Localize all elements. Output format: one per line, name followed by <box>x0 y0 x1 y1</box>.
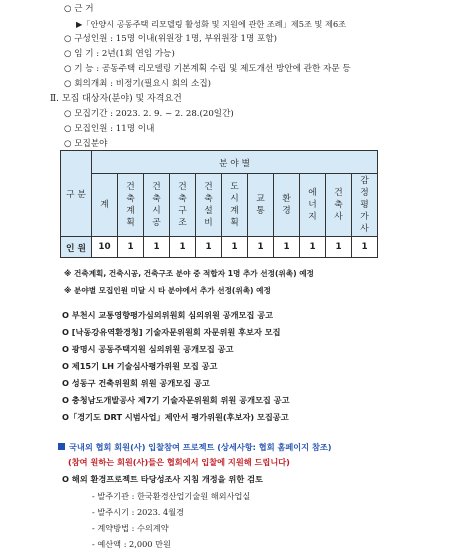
overseas-title-row <box>58 441 332 453</box>
col-header: 건축시공 <box>144 174 170 237</box>
composition-line: ○ 구성인원 : 15명 이내(위원장 1명, 부위원장 1명 포함) <box>64 34 277 44</box>
detail-2: - 발주시기 : 2023. 4월경 <box>92 507 185 517</box>
overseas-item: O 해외 환경프로젝트 타당성조사 지침 개정을 위한 검토 <box>62 474 263 484</box>
cell-value: 1 <box>196 237 222 258</box>
notice-7[interactable]: O「경기도 DRT 시범사업」제안서 평가위원(후보자) 모집공고 <box>62 412 289 422</box>
function-line: ○ 기 능 : 공동주택 리모델링 기본계획 수립 및 제도개선 방안에 관한 자문 등 <box>64 64 351 74</box>
col-header: 도시계획 <box>222 174 248 237</box>
col-header: 감정평가사 <box>352 174 378 237</box>
col-header: 교통 <box>248 174 274 237</box>
col-header: 건축사 <box>326 174 352 237</box>
notice-3[interactable]: O 광명시 공동주택지원 심의위원 공개모집 공고 <box>62 344 234 354</box>
table-corner: 구 분 <box>61 151 92 237</box>
recruit-count: ○ 모집인원 : 11명 이내 <box>64 124 155 134</box>
notice-6[interactable]: O 충청남도개발공사 제7기 기술자문위원회 위원 공개모집 공고 <box>62 395 290 405</box>
col-header: 계 <box>92 174 118 237</box>
cell-value: 1 <box>222 237 248 258</box>
overseas-title[interactable]: 국내외 협회 회원(사) 입찰참여 프로젝트 (상세사항: 협회 홈페이지 참조) <box>69 442 332 452</box>
col-header: 건축설비 <box>196 174 222 237</box>
table-group-header: 분 야 별 <box>92 151 378 174</box>
cell-value: 1 <box>326 237 352 258</box>
term-line: ○ 임 기 : 2년(1회 연임 가능) <box>64 49 175 59</box>
blue-square-icon <box>58 443 65 450</box>
section-title: Ⅱ. 모집 대상자(분야) 및 자격요건 <box>50 94 182 104</box>
col-header: 건축구조 <box>170 174 196 237</box>
notice-5[interactable]: O 성동구 건축위원회 위원 공개모집 공고 <box>62 378 210 388</box>
notice-4[interactable]: O 제15기 LH 기술심사평가위원 모집 공고 <box>62 361 218 371</box>
cell-value: 1 <box>118 237 144 258</box>
row-label: 인 원 <box>61 237 92 258</box>
recruit-table <box>60 150 378 258</box>
note-1: ※ 건축계획, 건축시공, 건축구조 분야 중 적합자 1명 추가 선정(위촉) 예정 <box>64 269 314 278</box>
cell-value: 10 <box>92 237 118 258</box>
notice-2[interactable]: O [낙동강유역환경청] 기술자문위원회 자문위원 후보자 모집 <box>62 327 281 337</box>
cell-value: 1 <box>352 237 378 258</box>
overseas-note: (참여 원하는 회원(사)들은 협회에서 입찰에 지원해 드립니다) <box>68 457 290 467</box>
notice-1[interactable]: O 부천시 교통영향평가심의위원회 심의위원 공개모집 공고 <box>62 310 274 320</box>
basis-label: ○ 근 거 <box>64 4 94 14</box>
cell-value: 1 <box>274 237 300 258</box>
recruit-field: ○ 모집분야 <box>64 139 108 149</box>
recruit-period: ○ 모집기간 : 2023. 2. 9. ~ 2. 28.(20일간) <box>64 109 234 119</box>
col-header: 건축계획 <box>118 174 144 237</box>
detail-1: - 발주기관 : 한국환경산업기술원 해외사업실 <box>92 491 251 501</box>
detail-4: - 예산액 : 2,000 만원 <box>92 539 171 549</box>
col-header: 환경 <box>274 174 300 237</box>
cell-value: 1 <box>300 237 326 258</box>
basis-law: ▶「안양시 공동주택 리모델링 활성화 및 지원에 관한 조례」제5조 및 제6조 <box>76 19 347 29</box>
note-2: ※ 분야별 모집인원 미달 시 타 분야에서 추가 선정(위촉) 예정 <box>64 286 271 295</box>
col-header: 에너지 <box>300 174 326 237</box>
cell-value: 1 <box>144 237 170 258</box>
cell-value: 1 <box>170 237 196 258</box>
meeting-line: ○ 회의개최 : 비정기(필요시 회의 소집) <box>64 79 211 89</box>
detail-3: - 계약방법 : 수의계약 <box>92 523 169 533</box>
cell-value: 1 <box>248 237 274 258</box>
